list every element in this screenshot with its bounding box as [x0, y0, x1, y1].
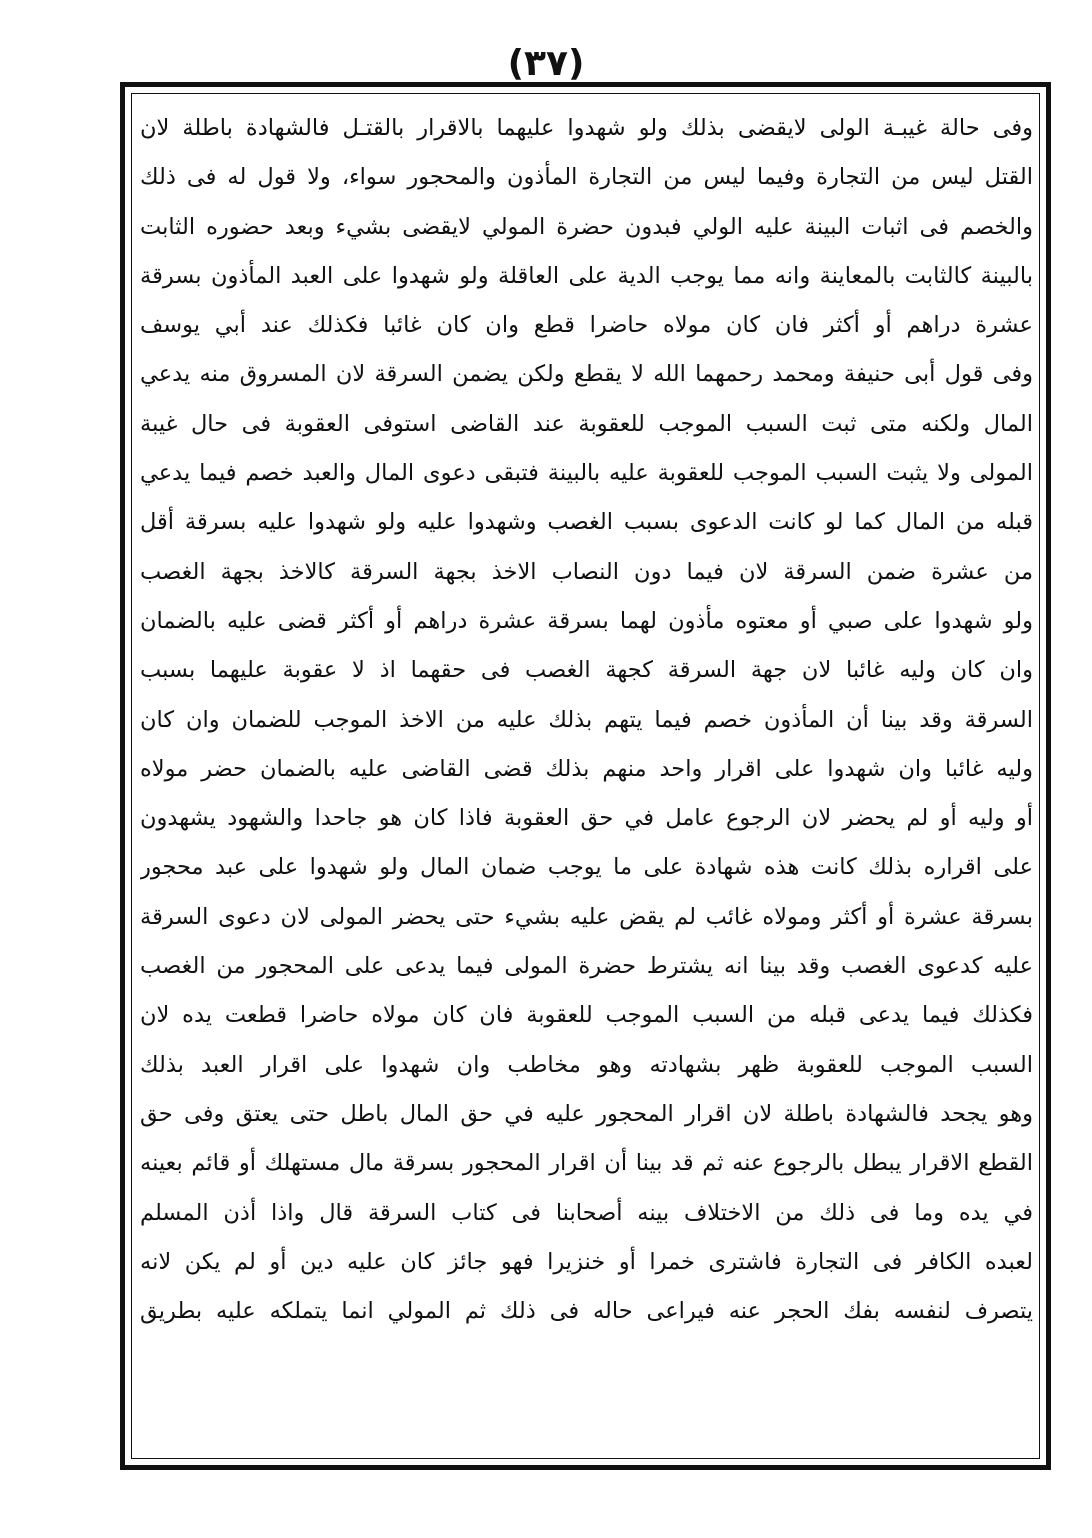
text-line: وفى حالة غيبـة الولى لايقضى بذلك ولو شهدوا عليهما بالاقرار بالقتـل فالشهادة باطلة لان [140, 115, 1033, 141]
text-line: قبله من المال كما لو كانت الدعوى بسبب الغصب وشهدوا عليه ولو شهدوا عليه بسرقة أقل [140, 509, 1033, 536]
text-line: بالبينة كالثابت بالمعاينة وانه مما يوجب الدية على العاقلة ولو شهدوا على العبد المأذون بسرقة [140, 262, 1033, 289]
text-line: يتصرف لنفسه بفك الحجر عنه فيراعى حاله فى ذلك ثم المولي انما يتملكه عليه بطريق [140, 1298, 1033, 1325]
text-line: ولو شهدوا على صبي أو معتوه مأذون لهما بسرقة عشرة دراهم أو أكثر قضى عليه بالضمان [140, 607, 1033, 634]
text-line: المولى ولا يثبت السبب الموجب للعقوبة عليه بالبينة فتبقى دعوى المال والعبد خصم فيما يدعي [140, 460, 1033, 487]
text-line: وان كان وليه غائبا لان جهة السرقة كجهة الغصب فى حقهما اذ لا عقوبة عليهما بسبب [140, 657, 1033, 684]
text-body [140, 104, 1033, 1454]
text-line: السبب الموجب للعقوبة ظهر بشهادته وهو مخاطب وان شهدوا على اقرار العبد بذلك [140, 1051, 1033, 1078]
text-line: فكذلك فيما يدعى قبله من السبب الموجب للعقوبة فان كان مولاه حاضرا قطعت يده لان [140, 1002, 1033, 1029]
text-line: أو وليه أو لم يحضر لان الرجوع عامل في حق العقوبة فاذا كان هو جاحدا والشهود يشهدون [140, 805, 1033, 832]
page-number: (٣٧) [507, 43, 585, 84]
text-line: وهو يجحد فالشهادة باطلة لان اقرار المحجور عليه في حق المال باطل حتى يعتق وفى حق [140, 1100, 1033, 1127]
text-line: القتل ليس من التجارة وفيما ليس من التجارة المأذون والمحجور سواء، ولا قول له فى ذلك [140, 164, 1033, 191]
text-line: في يده وما فى ذلك من الاختلاف بينه أصحابنا فى كتاب السرقة قال واذا أذن المسلم [140, 1199, 1033, 1226]
text-line: والخصم فى اثبات البينة عليه الولي فبدون حضرة المولي لايقضى بشيء وبعد حضوره الثابت [140, 213, 1033, 240]
text-line: السرقة وقد بينا أن المأذون خصم فيما يتهم بذلك عليه من الاخذ الموجب للضمان وان كان [140, 706, 1033, 733]
text-line: المال ولكنه متى ثبت السبب الموجب للعقوبة عند القاضى استوفى العقوبة فى حال غيبة [140, 410, 1033, 437]
text-line: عشرة دراهم أو أكثر فان كان مولاه حاضرا قطع وان كان غائبا فكذلك عند أبي يوسف [140, 312, 1033, 339]
text-line: بسرقة عشرة أو أكثر ومولاه غائب لم يقض عليه بشيء حتى يحضر المولى لان دعوى السرقة [140, 903, 1033, 930]
text-line: على اقراره بذلك كانت هذه شهادة على ما يوجب ضمان المال ولو شهدوا على عبد محجور [140, 854, 1033, 881]
text-line: من عشرة ضمن السرقة لان فيما دون النصاب الاخذ بجهة السرقة كالاخذ بجهة الغصب [140, 558, 1033, 585]
text-line: لعبده الكافر فى التجارة فاشترى خمرا أو خنزيرا فهو جائز كان عليه دين أو لم يكن لانه [140, 1248, 1033, 1275]
text-line: وفى قول أبى حنيفة ومحمد رحمهما الله لا يقطع ولكن يضمن السرقة لان المسروق منه يدعي [140, 361, 1033, 388]
text-line: عليه كدعوى الغصب وقد بينا انه يشترط حضرة المولى فيما يدعى على المحجور من الغصب [140, 953, 1033, 980]
text-line: وليه غائبا وان شهدوا على اقرار واحد منهم بذلك قضى القاضى عليه بالضمان حضر مولاه [140, 755, 1033, 782]
text-line: القطع الاقرار يبطل بالرجوع عنه ثم قد بينا أن اقرار المحجور بسرقة مال مستهلك أو قائم بعينه [140, 1150, 1033, 1177]
